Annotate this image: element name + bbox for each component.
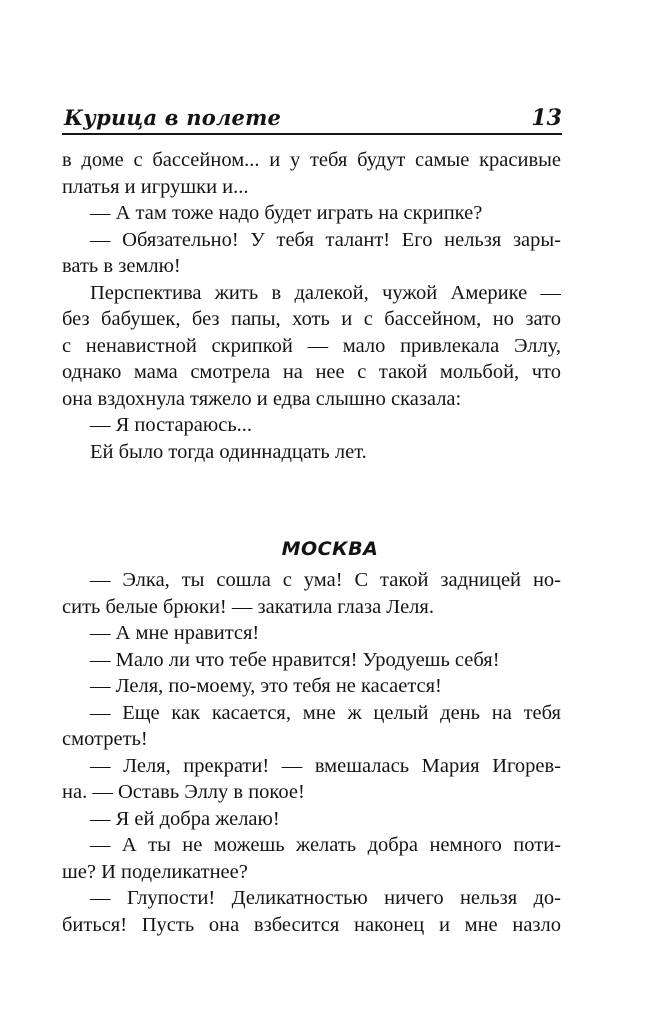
text-line: платья и игрушки и... [62,175,249,198]
text-block-bottom [62,567,561,938]
running-head [62,104,562,134]
text-line: без бабушек, без папы, хоть и с бассейном, но зато [62,308,561,330]
text-line: — А мне нравится! [90,622,260,644]
page-number: 13 [531,105,562,131]
text-line: в доме с бассейном... и у тебя будут самые красивые [62,149,561,171]
text-line: — Я постараюсь... [90,414,253,436]
text-line: — Я ей добра желаю! [90,807,280,830]
header-rule [62,133,562,135]
text-line: Ей было тогда одиннадцать лет. [90,440,367,463]
text-line: — Обязательно! У тебя талант! Его нельзя зары- [90,228,561,251]
text-line: — Глупости! Деликатностью ничего нельзя до- [90,887,561,909]
text-line: — Мало ли что тебе нравится! Уродуешь себя! [90,648,500,671]
text-line: с ненавистной скрипкой — мало привлекала Эллу, [62,334,561,357]
text-line: — Еще как касается, мне ж целый день на тебя [90,701,561,724]
running-title: Курица в полете [64,105,282,130]
text-block-top [62,147,561,465]
text-line: сить белые брюки! — закатила глаза Леля. [62,595,434,618]
text-line: биться! Пусть она взбесится наконец и мне назло [62,913,561,936]
text-line: Перспектива жить в далекой, чужой Америке — [90,281,561,304]
text-line: — Леля, по-моему, это тебя не касается! [90,675,442,697]
text-line: смотреть! [62,728,148,750]
text-line: — А там тоже надо будет играть на скрипке? [90,202,483,224]
text-line: — Леля, прекрати! — вмешалась Мария Игорев- [90,754,561,777]
text-line: на. — Оставь Эллу в покое! [62,781,305,803]
text-line: ше? И поделикатнее? [62,860,248,883]
text-line: — Элка, ты сошла с ума! С такой задницей но- [90,569,561,591]
text-line: однако мама смотрела на нее с такой мольбой, что [62,361,561,383]
chapter-heading: МОСКВА [281,537,379,560]
text-line: вать в землю! [62,255,181,277]
text-line: она вздохнула тяжело и едва слышно сказала: [62,387,462,410]
text-line: — А ты не можешь желать добра немного поти- [90,834,561,856]
